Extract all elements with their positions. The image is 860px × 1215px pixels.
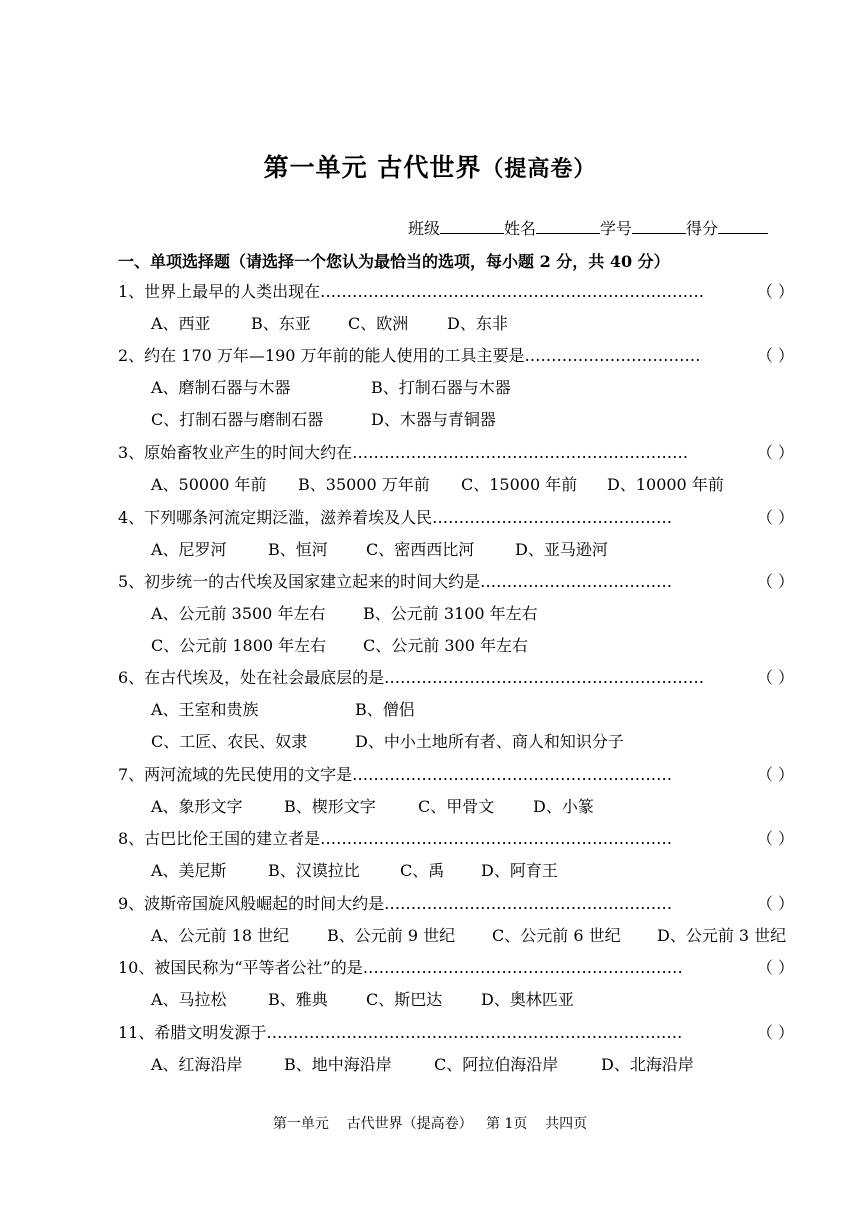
option-a[interactable]: A、美尼斯 <box>151 861 227 880</box>
option-c[interactable]: C、欧洲 <box>348 314 409 333</box>
option-a[interactable]: A、50000 年前 <box>151 475 267 494</box>
answer-bracket[interactable]: （ ） <box>756 894 794 913</box>
title-paren: （提高卷） <box>481 156 597 182</box>
option-b[interactable]: B、楔形文字 <box>284 797 376 816</box>
option-b[interactable]: B、雅典 <box>268 990 328 1009</box>
question-stem: 7、两河流域的先民使用的文字是…………………………………………………… <box>118 765 673 784</box>
page-title <box>0 148 860 184</box>
option-a[interactable]: A、公元前 3500 年左右 <box>151 604 326 623</box>
question-3 <box>118 441 794 465</box>
option-c[interactable]: C、公元前 6 世纪 <box>492 926 621 945</box>
question-stem: 8、古巴比伦王国的建立者是………………………………………………………… <box>118 829 673 848</box>
answer-bracket[interactable]: （ ） <box>756 508 794 527</box>
option-c[interactable]: C、禹 <box>400 861 445 880</box>
question-11 <box>118 1021 794 1045</box>
option-c[interactable]: C、打制石器与磨制石器 <box>151 410 324 429</box>
answer-bracket[interactable]: （ ） <box>756 829 794 848</box>
answer-bracket[interactable]: （ ） <box>756 765 794 784</box>
question-stem: 4、下列哪条河流定期泛滥，滋养着埃及人民……………………………………… <box>118 508 673 527</box>
question-stem: 10、被国民称为“平等者公社”的是…………………………………………………… <box>118 958 683 977</box>
question-stem: 3、原始畜牧业产生的时间大约在……………………………………………………… <box>118 443 689 462</box>
student-info-line <box>408 216 768 239</box>
question-9 <box>118 892 794 916</box>
id-label: 学号 <box>600 219 633 238</box>
question-stem: 11、希腊文明发源于…………………………………………………………………… <box>118 1023 683 1042</box>
option-b[interactable]: B、35000 万年前 <box>298 475 430 494</box>
option-a[interactable]: A、尼罗河 <box>151 540 227 559</box>
option-d[interactable]: C、公元前 300 年左右 <box>363 636 528 655</box>
option-a[interactable]: A、红海沿岸 <box>151 1055 243 1074</box>
answer-bracket[interactable]: （ ） <box>756 958 794 977</box>
option-a[interactable]: A、西亚 <box>151 314 211 333</box>
option-b[interactable]: B、汉谟拉比 <box>268 861 360 880</box>
answer-bracket[interactable]: （ ） <box>756 1023 794 1042</box>
option-d[interactable]: D、公元前 3 世纪 <box>657 926 787 945</box>
answer-bracket[interactable]: （ ） <box>756 282 794 301</box>
option-c[interactable]: C、甲骨文 <box>418 797 495 816</box>
name-blank[interactable] <box>536 219 600 234</box>
name-label: 姓名 <box>504 219 537 238</box>
option-c[interactable]: C、15000 年前 <box>461 475 578 494</box>
option-a[interactable]: A、象形文字 <box>151 797 243 816</box>
option-d[interactable]: D、阿育王 <box>481 861 558 880</box>
answer-bracket[interactable]: （ ） <box>756 668 794 687</box>
option-a[interactable]: A、马拉松 <box>151 990 227 1009</box>
question-stem: 6、在古代埃及，处在社会最底层的是…………………………………………………… <box>118 668 705 687</box>
id-blank[interactable] <box>632 219 686 234</box>
option-d[interactable]: D、东非 <box>447 314 508 333</box>
question-6 <box>118 666 794 690</box>
score-label: 得分 <box>686 219 719 238</box>
option-a[interactable]: A、磨制石器与木器 <box>151 378 291 397</box>
option-c[interactable]: C、阿拉伯海沿岸 <box>434 1055 559 1074</box>
question-stem: 9、波斯帝国旋风般崛起的时间大约是……………………………………………… <box>118 894 673 913</box>
option-d[interactable]: D、亚马逊河 <box>515 540 608 559</box>
question-stem: 5、初步统一的古代埃及国家建立起来的时间大约是……………………………… <box>118 572 673 591</box>
title-main: 第一单元 古代世界 <box>263 153 482 182</box>
option-b[interactable]: B、公元前 9 世纪 <box>327 926 456 945</box>
option-b[interactable]: B、公元前 3100 年左右 <box>363 604 538 623</box>
question-10 <box>118 956 794 980</box>
question-7 <box>118 763 794 787</box>
option-a[interactable]: A、公元前 18 世纪 <box>151 926 290 945</box>
question-1 <box>118 280 794 304</box>
answer-bracket[interactable]: （ ） <box>756 572 794 591</box>
option-b[interactable]: B、僧侣 <box>355 700 415 719</box>
option-b[interactable]: B、打制石器与木器 <box>371 378 511 397</box>
option-b[interactable]: B、地中海沿岸 <box>284 1055 392 1074</box>
option-c[interactable]: C、密西西比河 <box>366 540 475 559</box>
option-a[interactable]: A、王室和贵族 <box>151 700 259 719</box>
class-label: 班级 <box>408 219 441 238</box>
option-d[interactable]: D、奥林匹亚 <box>481 990 574 1009</box>
question-5 <box>118 570 794 594</box>
option-d[interactable]: D、北海沿岸 <box>601 1055 694 1074</box>
option-b[interactable]: B、东亚 <box>251 314 311 333</box>
question-8 <box>118 827 794 851</box>
option-c[interactable]: C、斯巴达 <box>366 990 443 1009</box>
answer-bracket[interactable]: （ ） <box>756 346 794 365</box>
answer-bracket[interactable]: （ ） <box>756 443 794 462</box>
question-stem: 2、约在 170 万年—190 万年前的能人使用的工具主要是…………………………… <box>118 346 701 365</box>
option-b[interactable]: B、恒河 <box>268 540 328 559</box>
section-heading: 一、单项选择题（请选择一个您认为最恰当的选项，每小题 2 分，共 40 分） <box>118 252 670 271</box>
score-blank[interactable] <box>718 219 768 234</box>
question-2 <box>118 344 794 368</box>
page-footer: 第一单元 古代世界（提高卷） 第 1页 共四页 <box>272 1116 588 1132</box>
option-d[interactable]: D、木器与青铜器 <box>371 410 496 429</box>
option-d[interactable]: D、10000 年前 <box>607 475 724 494</box>
class-blank[interactable] <box>440 219 504 234</box>
question-stem: 1、世界上最早的人类出现在……………………………………………………………… <box>118 282 705 301</box>
question-4 <box>118 506 794 530</box>
option-d[interactable]: D、中小土地所有者、商人和知识分子 <box>355 732 624 751</box>
option-d[interactable]: D、小篆 <box>533 797 594 816</box>
option-c[interactable]: C、公元前 1800 年左右 <box>151 636 327 655</box>
option-c[interactable]: C、工匠、农民、奴隶 <box>151 732 308 751</box>
